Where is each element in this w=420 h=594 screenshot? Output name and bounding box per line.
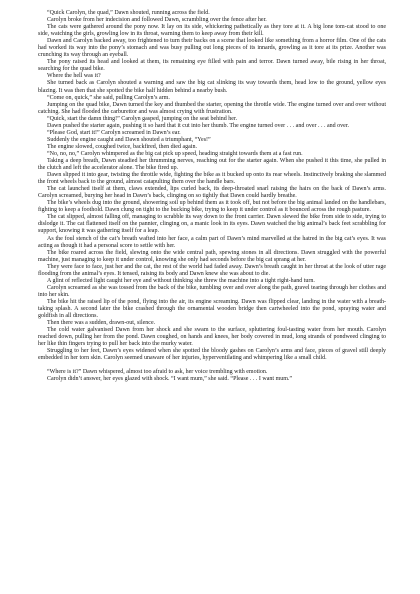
paragraph: Dawn pushed the starter again, pushing it so hard that it cut into her thumb. The engine turned over . . . and over . . . and over. bbox=[47, 122, 349, 129]
paragraph: The bike’s wheels dug into the ground, showering soil up behind them as it took off, but not before the big animal landed on the handlebars, fighting to keep a foothold. Dawn clung on tight to the bucking bike, trying to keep it under control as it bounced across the rough pasture. bbox=[38, 200, 386, 214]
paragraph: Taking a deep breath, Dawn steadied her thrumming nerves, reaching out for the starter again. When she pushed it this time, she pulled in the clutch and left the accelerator alone. The bike fired up. bbox=[38, 157, 386, 172]
paragraph: The cats were gathered around the pony now. It lay on its side, whickering pathetically as they tore at it. A big lone tom-cat stood to one side, watching the girls, growling low in its throat, warning them to keep away from their kill. bbox=[38, 24, 386, 38]
paragraph: Where the hell was it? bbox=[47, 73, 101, 80]
paragraph: “Quick Carolyn, the quad,” Dawn shouted, running across the field. bbox=[47, 10, 210, 16]
paragraph: “Please God, start it!” Carolyn screamed in Dawn’s ear. bbox=[47, 129, 181, 136]
paragraph: The pony raised its head and looked at them, its remaining eye filled with pain and terror. Dawn turned away, bile rising in her throat, searching for the quad bike. bbox=[38, 59, 386, 73]
paragraph: The cold water galvanised Dawn from her shock and she swam to the surface, spluttering foul-tasting water from her mouth. Carolyn reached down, pulling her from the pond. Dawn coughed, on hands and knees, her body covered in mud, long strands of pondweed clinging to her like thin fingers trying to pull her back into the murky water. bbox=[38, 327, 386, 348]
paragraph: “Quick, start the damn thing!” Carolyn gasped, jumping on the seat behind her. bbox=[47, 115, 238, 122]
paragraph: A glint of reflected light caught her eye and without thinking she threw the machine into a tight right-hand turn. bbox=[47, 277, 315, 284]
paragraph: The bike roared across the field, slewing onto the wide central path, spewing stones in all directions. Dawn struggled with the powerful machine, just managing to keep it under control, knowing she only had seconds before the big cat sprang at her. bbox=[38, 249, 386, 263]
paragraph: The bike hit the raised lip of the pond, flying into the air, its engine screaming. Dawn was flipped clear, landing in the water with a breath-taking splash. A second later the bike crashed through the ornamental wooden bridge then cartwheeled into the pond, spraying water and goldfish in all directions. bbox=[38, 298, 386, 320]
paragraph: The cat slipped, almost falling off, managing to scrabble its way down to the front carrier. Dawn slewed the bike from side to side, trying to dislodge it. The cat flattened itself on the pannier, clinging on, a manic look in its eyes. Dawn watched the big animal’s back feet scrabbling for support, knowing it was gathering itself for a leap. bbox=[38, 214, 386, 235]
paragraph: As the foul stench of the cat’s breath wafted into her face, a calm part of Dawn’s mind marvelled at the hatred in the big cat’s eyes. It was acting as though it had a personal score to settle with her. bbox=[38, 235, 386, 249]
paragraph: Dawn slipped it into gear, twisting the throttle wide, fighting the bike as it bucked up onto its rear wheels. Instinctively braking she slammed the front wheels back to the ground, almost catapulting them over the handle bars. bbox=[38, 172, 386, 186]
paragraph: The cat launched itself at them, claws extended, lips curled back, its deep-throated snarl raising the hairs on the back of Dawn’s arms. Carolyn screamed, burying her head in Dawn’s back, clinging on so tightly that Dawn could hardly breathe. bbox=[38, 186, 386, 200]
paragraph: Struggling to her feet, Dawn’s eyes widened when she spotted the bloody gashes on Carolyn’s arms and face, pieces of gravel still deeply embedded in her torn skin. Carolyn seemed unaware of her injuries, hyperventilating and whimpering like a small child. bbox=[38, 348, 386, 362]
paragraph: The engine slowed, coughed twice, backfired, then died again. bbox=[47, 143, 197, 150]
paragraph: Then there was a sudden, drawn-out, silence. bbox=[47, 320, 156, 327]
paragraph: “Where is it?” Dawn whispered, almost too afraid to ask, her voice trembling with emotion. bbox=[47, 369, 268, 376]
paragraph: Dawn and Carolyn backed away, too frightened to turn their backs on a scene that looked like something from a horror film. One of the cats had worked its way into the pony’s stomach and was busy pulling out long pieces of its innards, growling as it tore at its prize. Another was crunching its way through an eyeball. bbox=[38, 38, 386, 59]
paragraph: Carolyn screamed as she was tossed from the back of the bike, tumbling over and over along the path, gravel tearing through her clothes and into her skin. bbox=[38, 284, 386, 298]
paragraph: “No, no, no,” Carolyn whimpered as the big cat pick up speed, heading straight towards them at a fast run. bbox=[47, 150, 303, 157]
paragraph: Carolyn broke from her indecision and followed Dawn, scrambling over the fence after her. bbox=[47, 17, 267, 24]
manuscript-page bbox=[38, 10, 386, 383]
paragraph: They were face to face, just her and the cat, the rest of the world had faded away. Dawn’s breath caught in her throat at the look of utter rage flooding from the animal’s eyes. It tensed, raising its body and Dawn knew she was about to die. bbox=[38, 263, 386, 277]
paragraph: “Come on, quick,” she said, pulling Carolyn’s arm. bbox=[47, 94, 170, 101]
paragraph: She turned back as Carolyn shouted a warning and saw the big cat slinking its way towards them, head low to the ground, yellow eyes blazing. It was then that she spotted the bike half hidden behind a nearby bush. bbox=[38, 80, 386, 94]
paragraph: Suddenly the engine caught and Dawn shouted a triumphant, “Yes!” bbox=[47, 136, 211, 143]
paragraph: Jumping on the quad bike, Dawn turned the key and thumbed the starter, opening the throttle wide. The engine turned over and over without catching. She had flooded the carburettor and was almost crying with frustration. bbox=[38, 101, 386, 115]
paragraph: Carolyn didn’t answer, her eyes glazed with shock. “I want mum,” she said. “Please . . . I want mum.” bbox=[47, 376, 293, 383]
